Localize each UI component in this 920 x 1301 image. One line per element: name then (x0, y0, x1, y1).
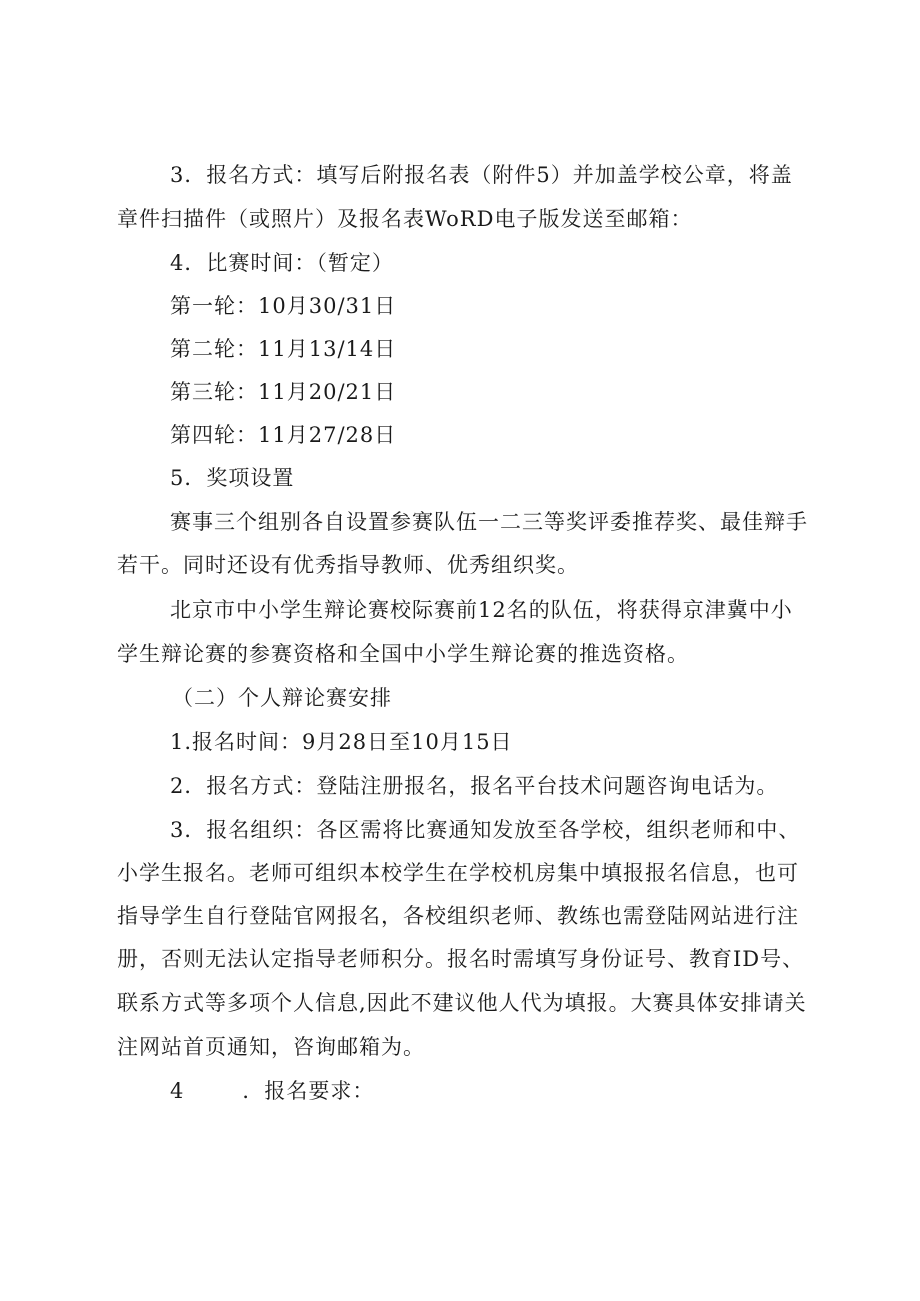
individual-item2: 2．报名方式：登陆注册报名，报名平台技术问题咨询电话为。 (170, 774, 779, 798)
awards-line1: 赛事三个组别各自设置参赛队伍一二三等奖评委推荐奖、最佳辩手 (170, 510, 808, 534)
qualify-line1: 北京市中小学生辩论赛校际赛前12名的队伍，将获得京津冀中小 (170, 598, 793, 622)
round-1: 第一轮：10月30/31日 (170, 294, 397, 318)
individual-item3-line2: 小学生报名。老师可组织本校学生在学校机房集中填报报名信息，也可 (117, 861, 799, 885)
qualify-line2: 学生辩论赛的参赛资格和全国中小学生辩论赛的推选资格。 (117, 642, 689, 666)
awards-line2: 若干。同时还设有优秀指导教师、优秀组织奖。 (117, 553, 579, 577)
individual-item3-line4: 册，否则无法认定指导老师积分。报名时需填写身份证号、教育ID号、 (117, 947, 805, 971)
individual-item4-number: 4 (170, 1079, 185, 1103)
individual-item3-line5: 联系方式等多项个人信息,因此不建议他人代为填报。大赛具体安排请关 (117, 991, 807, 1015)
individual-item4 (170, 1076, 374, 1106)
individual-item1: 1.报名时间：9月28日至10月15日 (170, 730, 513, 754)
round-3: 第三轮：11月20/21日 (170, 380, 397, 404)
team-item3-line1: 3．报名方式：填写后附报名表（附件5）并加盖学校公章，将盖 (170, 163, 793, 187)
round-4: 第四轮：11月27/28日 (170, 423, 397, 447)
individual-item4-text: ．报名要求： (242, 1079, 375, 1103)
team-item3-line2: 章件扫描件（或照片）及报名表WoRD电子版发送至邮箱： (117, 207, 693, 231)
team-item5-heading: 5．奖项设置 (170, 466, 295, 490)
individual-section-heading: （二）个人辩论赛安排 (172, 686, 392, 710)
individual-item3-line3: 指导学生自行登陆官网报名，各校组织老师、教练也需登陆网站进行注 (117, 904, 799, 928)
individual-item3-line6: 注网站首页通知，咨询邮箱为。 (117, 1035, 425, 1059)
round-2: 第二轮：11月13/14日 (170, 337, 397, 361)
team-item4-heading: 4．比赛时间：（暂定） (170, 251, 394, 275)
individual-item3-line1: 3．报名组织：各区需将比赛通知发放至各学校，组织老师和中、 (170, 818, 801, 842)
